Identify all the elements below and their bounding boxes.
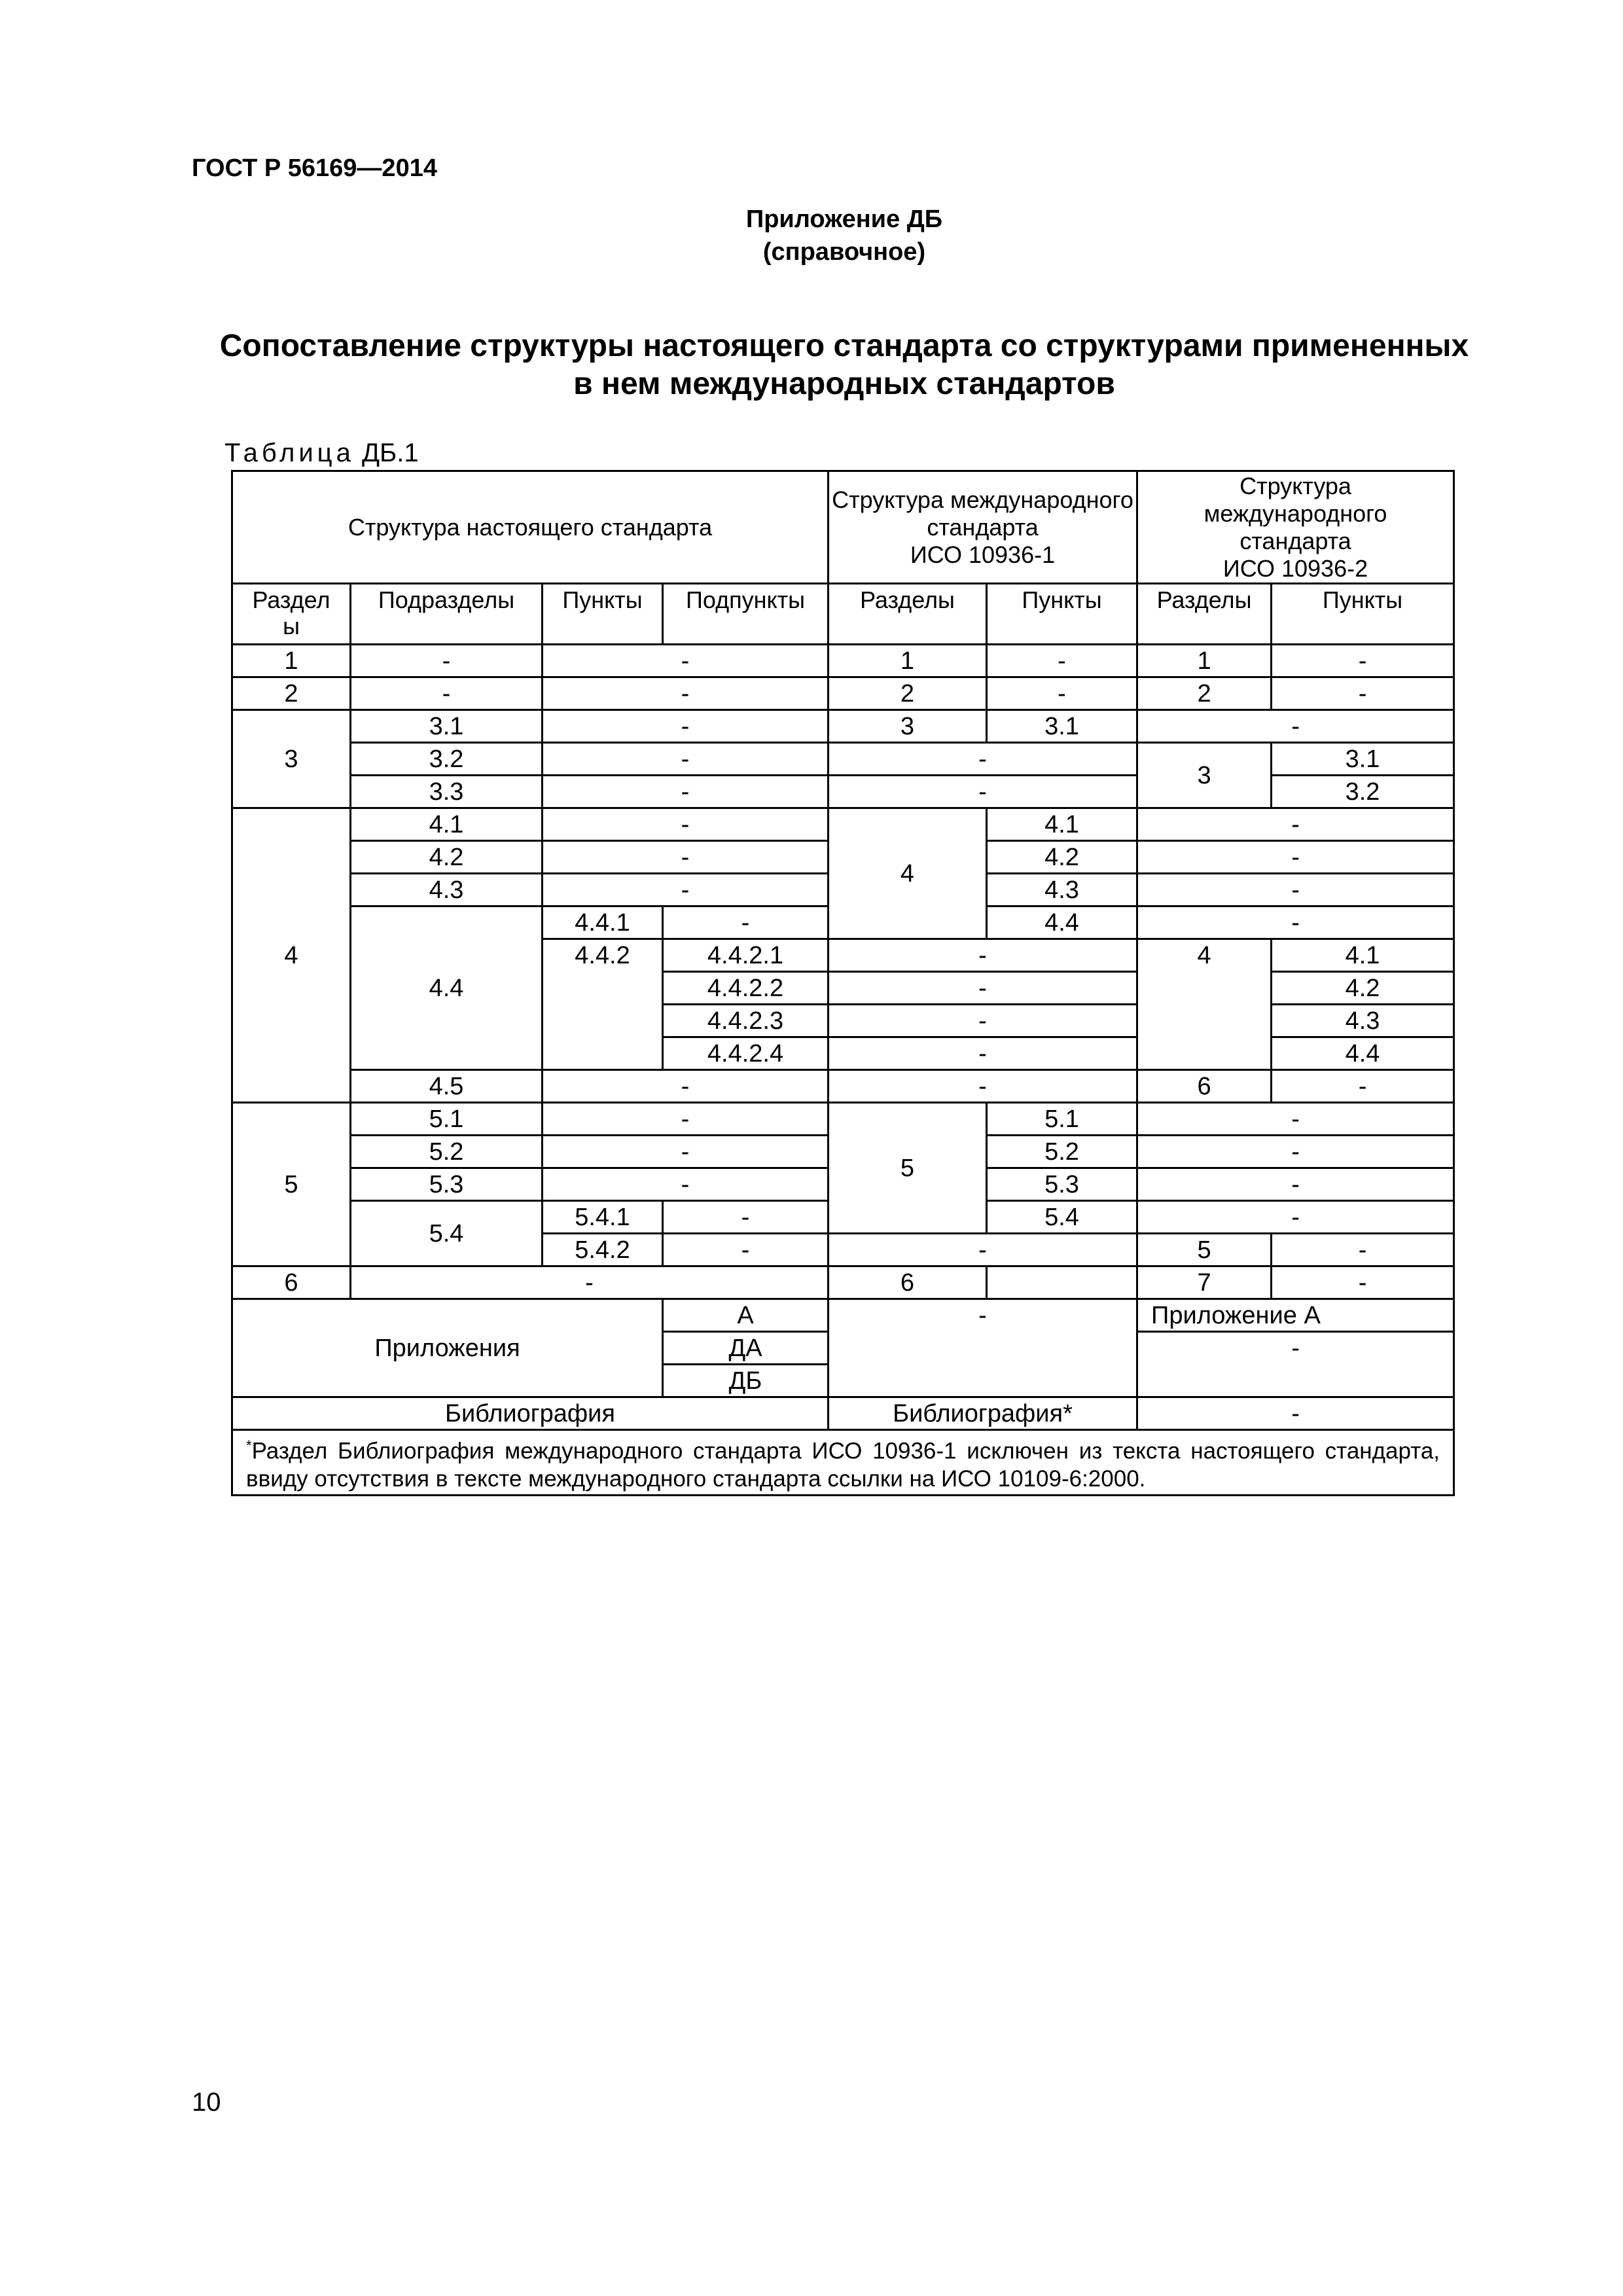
cell: - (543, 710, 829, 743)
table-row (232, 808, 1454, 841)
table-row (232, 1266, 1454, 1299)
cell: - (829, 776, 1137, 808)
cell: - (1137, 874, 1454, 906)
cell: - (663, 1201, 829, 1234)
cell: ДА (663, 1332, 829, 1365)
document-code: ГОСТ Р 56169—2014 (192, 154, 437, 182)
cell: 4.1 (1272, 939, 1454, 972)
cell-appendices: Приложения (232, 1299, 663, 1397)
header-line: стандарта (1240, 527, 1351, 554)
cell: 3.3 (351, 776, 543, 808)
cell: 4 (829, 808, 987, 939)
cell: - (351, 645, 543, 677)
cell: 5.1 (351, 1103, 543, 1136)
cell: 3.1 (1272, 743, 1454, 776)
cell: - (543, 1070, 829, 1103)
cell: - (1137, 841, 1454, 874)
cell: - (1137, 906, 1454, 939)
col-header-line: ы (283, 613, 300, 639)
header-this-standard: Структура настоящего стандарта (232, 471, 829, 584)
cell: 5.3 (987, 1168, 1137, 1201)
cell: 5.4.1 (543, 1201, 663, 1234)
cell: 4.4 (987, 906, 1137, 939)
cell: - (829, 939, 1137, 972)
cell: - (543, 776, 829, 808)
header-line: международного (1204, 499, 1387, 527)
cell: 3 (232, 710, 351, 808)
cell: 4 (1137, 939, 1272, 1070)
cell: - (829, 1234, 1137, 1266)
cell: 5 (829, 1103, 987, 1234)
col-header-podrazdely: Подразделы (351, 584, 543, 645)
footnote-mark: * (246, 1437, 252, 1454)
cell: - (829, 743, 1137, 776)
cell: 4 (232, 808, 351, 1103)
cell: 4.4.2 (543, 939, 663, 1070)
cell: 5.2 (987, 1136, 1137, 1168)
main-title-line-1: Сопоставление структуры настоящего стандарта со структурами примененных (219, 329, 1469, 363)
header-line: стандарта (927, 513, 1039, 541)
cell: - (543, 677, 829, 710)
cell: - (1272, 645, 1454, 677)
cell: 4.4.2.3 (663, 1005, 829, 1037)
cell: 4.3 (351, 874, 543, 906)
cell: 5 (232, 1103, 351, 1266)
annex-title: Приложение ДБ (745, 206, 943, 233)
cell: 4.3 (1272, 1005, 1454, 1037)
main-title-line-2: в нем международных стандартов (573, 367, 1115, 401)
cell: 4.1 (351, 808, 543, 841)
cell: 4.4.1 (543, 906, 663, 939)
col-header-podpunkty: Подпункты (663, 584, 829, 645)
cell: 4.4.2.2 (663, 972, 829, 1005)
col-header-line: Раздел (252, 586, 330, 613)
cell: - (987, 645, 1137, 677)
footnote-row (232, 1430, 1454, 1496)
cell: - (663, 906, 829, 939)
cell: 3 (1137, 743, 1272, 808)
cell: - (1272, 1266, 1454, 1299)
table-row (232, 743, 1454, 776)
cell: - (1137, 808, 1454, 841)
cell: - (1137, 710, 1454, 743)
cell: 4.4 (351, 906, 543, 1070)
cell (987, 1266, 1137, 1299)
main-title (164, 327, 1525, 403)
header-line: Структура международного (832, 486, 1133, 513)
cell: 4.4 (1272, 1037, 1454, 1070)
table-row (232, 1397, 1454, 1430)
header-line: Структура (1240, 472, 1351, 499)
cell: 5 (1137, 1234, 1272, 1266)
cell: 3 (829, 710, 987, 743)
cell: 5.4.2 (543, 1234, 663, 1266)
cell: 6 (1137, 1070, 1272, 1103)
table-row (232, 645, 1454, 677)
col-header-razdely (232, 584, 351, 645)
cell: 4.4.2.1 (663, 939, 829, 972)
cell: 4.5 (351, 1070, 543, 1103)
cell: 4.1 (987, 808, 1137, 841)
cell: - (829, 1070, 1137, 1103)
cell: 4.2 (987, 841, 1137, 874)
cell: 1 (1137, 645, 1272, 677)
cell: 2 (1137, 677, 1272, 710)
table-row (232, 1070, 1454, 1103)
annex-heading (654, 203, 1034, 268)
cell: 4.2 (351, 841, 543, 874)
cell: - (1137, 1201, 1454, 1234)
col-header-iso1-razdely: Разделы (829, 584, 987, 645)
table-row (232, 471, 1454, 584)
structure-comparison-table (231, 470, 1455, 1496)
header-iso-10936-1 (829, 471, 1137, 584)
cell: 3.1 (351, 710, 543, 743)
annex-subtitle: (справочное) (762, 238, 926, 266)
cell: 5.4 (351, 1201, 543, 1266)
cell: - (543, 808, 829, 841)
cell: А (663, 1299, 829, 1332)
cell: - (1137, 1136, 1454, 1168)
cell: 6 (829, 1266, 987, 1299)
cell: - (543, 841, 829, 874)
cell: 1 (829, 645, 987, 677)
cell: - (1137, 1103, 1454, 1136)
header-line: ИСО 10936-2 (1222, 554, 1368, 582)
cell: - (1137, 1397, 1454, 1430)
cell: - (351, 1266, 829, 1299)
cell: 2 (829, 677, 987, 710)
cell: - (663, 1234, 829, 1266)
cell: - (543, 874, 829, 906)
cell: - (543, 743, 829, 776)
col-header-punkty: Пункты (543, 584, 663, 645)
header-iso-10936-2 (1137, 471, 1454, 584)
footnote-text: Раздел Библиография международного стандарта ИСО 10936-1 исключен из текста настоящего стандарта, ввиду отсутствия в тексте международного стандарта ссылки на ИСО 10109-6:2000. (246, 1438, 1440, 1492)
header-line: ИСО 10936-1 (910, 541, 1056, 568)
cell: - (1272, 1070, 1454, 1103)
cell: 4.2 (1272, 972, 1454, 1005)
cell: - (829, 1299, 1137, 1397)
cell: - (829, 1005, 1137, 1037)
cell: 2 (232, 677, 351, 710)
cell: Приложение А (1137, 1299, 1454, 1332)
cell: 5.2 (351, 1136, 543, 1168)
col-header-iso1-punkty: Пункты (987, 584, 1137, 645)
table-caption-word: Таблица (224, 439, 355, 467)
cell: 4.4.2.4 (663, 1037, 829, 1070)
cell-bibliography: Библиография (232, 1397, 829, 1430)
footnote (232, 1430, 1454, 1496)
cell: - (543, 1168, 829, 1201)
cell: - (543, 1136, 829, 1168)
table-row (232, 1103, 1454, 1136)
cell: ДБ (663, 1365, 829, 1397)
column-header-row (232, 584, 1454, 645)
cell: 6 (232, 1266, 351, 1299)
cell: - (543, 1103, 829, 1136)
col-header-iso2-punkty: Пункты (1272, 584, 1454, 645)
cell: - (829, 972, 1137, 1005)
cell: - (829, 1037, 1137, 1070)
col-header-iso2-razdely: Разделы (1137, 584, 1272, 645)
table-row (232, 677, 1454, 710)
page-number: 10 (192, 2088, 221, 2117)
table-row (232, 710, 1454, 743)
table-row (232, 1299, 1454, 1332)
cell: - (1272, 677, 1454, 710)
cell: 5.3 (351, 1168, 543, 1201)
cell: 1 (232, 645, 351, 677)
table-caption (224, 439, 419, 468)
cell: 3.1 (987, 710, 1137, 743)
table-caption-number: ДБ.1 (354, 439, 419, 467)
cell: - (1137, 1332, 1454, 1397)
cell-bibliography-iso1: Библиография* (829, 1397, 1137, 1430)
cell: - (351, 677, 543, 710)
cell: 7 (1137, 1266, 1272, 1299)
cell: - (1272, 1234, 1454, 1266)
cell: 5.4 (987, 1201, 1137, 1234)
cell: 4.3 (987, 874, 1137, 906)
cell: - (543, 645, 829, 677)
cell: - (1137, 1168, 1454, 1201)
cell: 3.2 (351, 743, 543, 776)
cell: 5.1 (987, 1103, 1137, 1136)
cell: 3.2 (1272, 776, 1454, 808)
cell: - (987, 677, 1137, 710)
